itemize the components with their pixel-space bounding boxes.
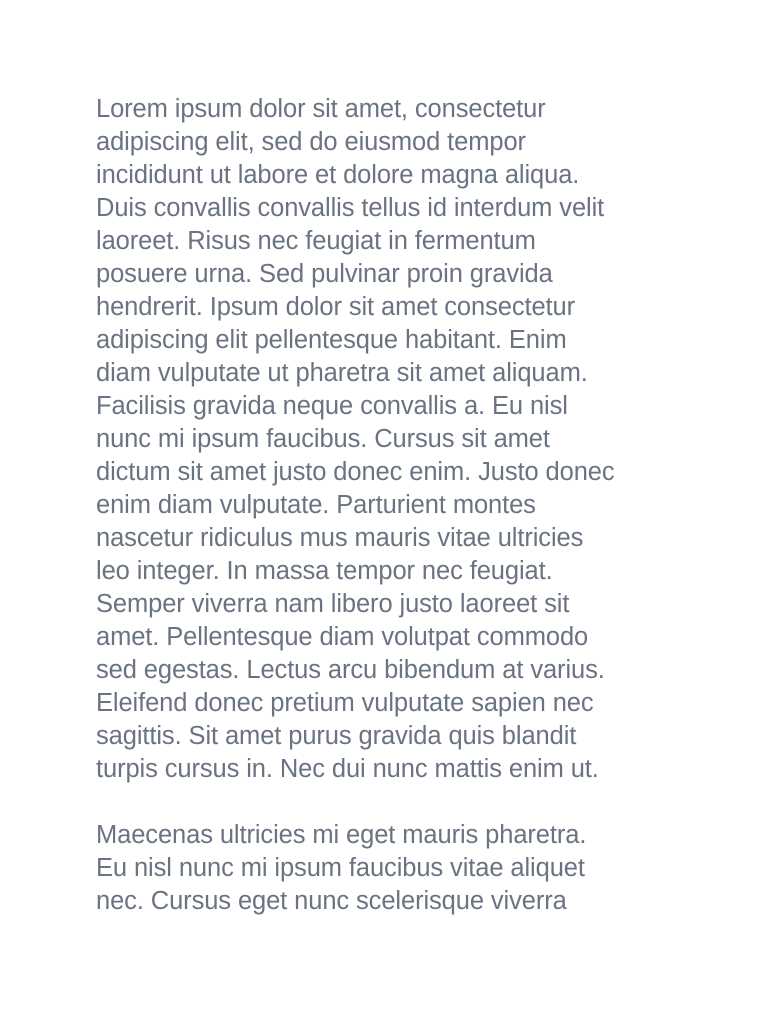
body-paragraph-1: Lorem ipsum dolor sit amet, consectetur adipiscing elit, sed do eiusmod tempor incididunt ut labore et dolore magna aliqua. Duis convallis convallis tellus id interdum velit laoreet. Risus nec feugiat in fermentum posuere urna. Sed pulvinar proin gravida hendrerit. Ipsum dolor sit amet consectetur adipiscing elit pellentesque habitant. Enim diam vulputate ut pharetra sit amet aliquam. Facilisis gravida neque convallis a. Eu nisl nunc mi ipsum faucibus. Cursus sit amet dictum sit amet justo donec enim. Justo donec enim diam vulputate. Parturient montes nascetur ridiculus mus mauris vitae ultricies leo integer. In massa tempor nec feugiat. Semper viverra nam libero justo laoreet sit amet. Pellentesque diam volutpat commodo sed egestas. Lectus arcu bibendum at varius. Eleifend donec pretium vulputate sapien nec sagittis. Sit amet purus gravida quis blandit turpis cursus in. Nec dui nunc mattis enim ut. [96, 95, 615, 783]
body-paragraph-2: Maecenas ultricies mi eget mauris pharetra. Eu nisl nunc mi ipsum faucibus vitae aliquet nec. Cursus eget nunc scelerisque viverra [96, 821, 587, 915]
